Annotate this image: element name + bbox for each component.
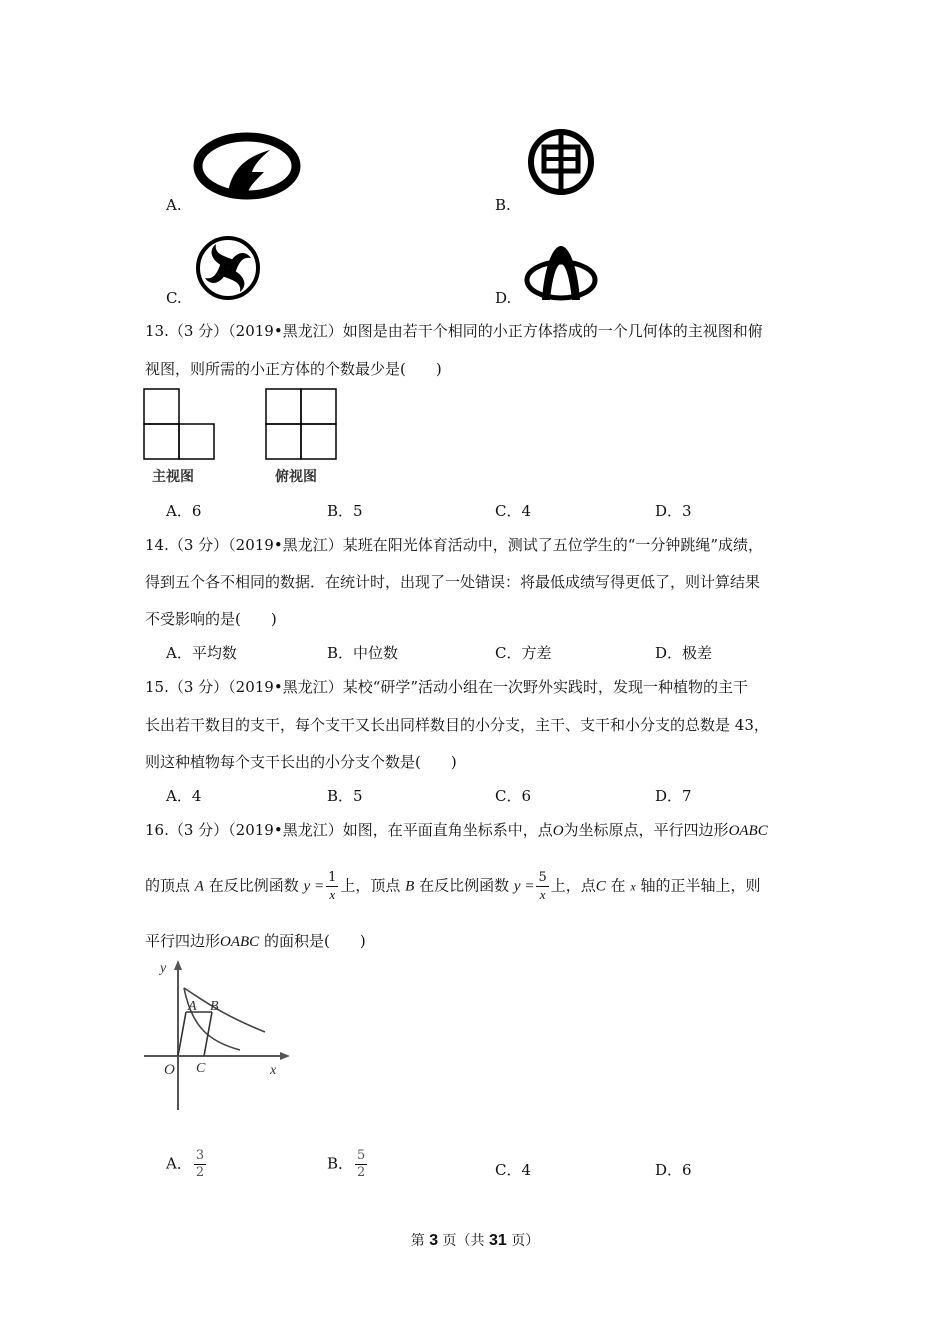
q16-option-d: D．6 <box>655 1161 692 1179</box>
page-total: 31 <box>489 1232 507 1249</box>
graph-label-y: y <box>160 961 167 976</box>
q13-front-view-figure <box>143 388 217 462</box>
q16-text-line2: 的顶点 A 在反比例函数 y = $\frac{1}{x}$ 上，顶点 B 在反比例函数 y = $\frac{5}{x}$ 上，点C 在 x 轴的正半轴上，则 <box>145 870 761 902</box>
q13-option-d: D．3 <box>655 502 692 520</box>
logo-d-arch-ellipse-icon <box>522 240 600 304</box>
q16-option-b: B． $\frac{5}{2}$ <box>327 1148 366 1180</box>
page-number: 3 <box>429 1232 439 1249</box>
q14-option-a: A．平均数 <box>166 644 237 662</box>
q13-text-line1: 13.（3 分）（2019•黑龙江）如图是由若干个相同的小正方体搭成的一个几何体的主视图和俯 <box>145 322 763 340</box>
q15-text-line1: 15.（3 分）（2019•黑龙江）某校“研学”活动小组在一次野外实践时，发现一种植物的主干 <box>145 678 749 696</box>
q16-text-line3: 平行四边形OABC 的面积是( ) <box>145 932 366 950</box>
q16-coordinate-graph <box>140 958 300 1114</box>
q13-front-view-caption: 主视图 <box>152 469 194 485</box>
option-c-label: C. <box>166 289 182 307</box>
fraction-5-over-x: $\frac{5}{x}$ <box>538 870 547 902</box>
graph-label-a: A <box>188 999 197 1014</box>
q16-text-line1: 16.（3 分）（2019•黑龙江）如图，在平面直角坐标系中，点O为坐标原点，平行四边形OABC <box>145 821 768 839</box>
option-a-label: A. <box>166 196 182 214</box>
graph-label-c: C <box>196 1061 206 1076</box>
q15-option-c: C．6 <box>495 787 532 805</box>
q15-option-d: D．7 <box>655 787 692 805</box>
q13-option-a: A．6 <box>166 502 202 520</box>
q14-option-c: C．方差 <box>495 644 552 662</box>
q15-text-line2: 长出若干数目的支干，每个支干又长出同样数目的小分支，主干、支干和小分支的总数是 43， <box>145 716 769 734</box>
q15-text-line3: 则这种植物每个支干长出的小分支个数是( ) <box>145 753 457 771</box>
q14-text-line1: 14.（3 分）（2019•黑龙江）某班在阳光体育活动中，测试了五位学生的“一分钟跳绳”成绩， <box>145 536 764 554</box>
q13-top-view-figure <box>265 388 339 462</box>
q16-option-c: C．4 <box>495 1161 532 1179</box>
q16-option-a: A． $\frac{3}{2}$ <box>166 1148 205 1180</box>
graph-label-x: x <box>270 1063 277 1078</box>
q13-text-line2: 视图，则所需的小正方体的个数最少是( ) <box>145 360 442 378</box>
q13-top-view-caption: 俯视图 <box>275 469 317 485</box>
q13-option-b: B．5 <box>327 502 363 520</box>
q15-option-a: A．4 <box>166 787 202 805</box>
page-footer: 第 3 页（共 31 页） <box>410 1232 540 1249</box>
fraction-1-over-x: $\frac{1}{x}$ <box>328 870 337 902</box>
option-d-label: D. <box>495 289 512 307</box>
logo-a-ellipse-hook-icon <box>192 132 302 202</box>
logo-b-circle-zhong-icon <box>524 126 600 198</box>
graph-label-b: B <box>210 999 219 1014</box>
q14-text-line2: 得到五个各不相同的数据．在统计时，出现了一处错误：将最低成绩写得更低了，则计算结果 <box>145 573 761 591</box>
q13-option-c: C．4 <box>495 502 532 520</box>
option-b-label: B. <box>495 196 511 214</box>
q14-option-d: D．极差 <box>655 644 713 662</box>
q14-option-b: B．中位数 <box>327 644 399 662</box>
graph-label-o: O <box>164 1062 175 1078</box>
q15-option-b: B．5 <box>327 787 363 805</box>
q14-text-line3: 不受影响的是( ) <box>145 610 277 628</box>
logo-c-circle-swirl-icon <box>194 234 262 302</box>
